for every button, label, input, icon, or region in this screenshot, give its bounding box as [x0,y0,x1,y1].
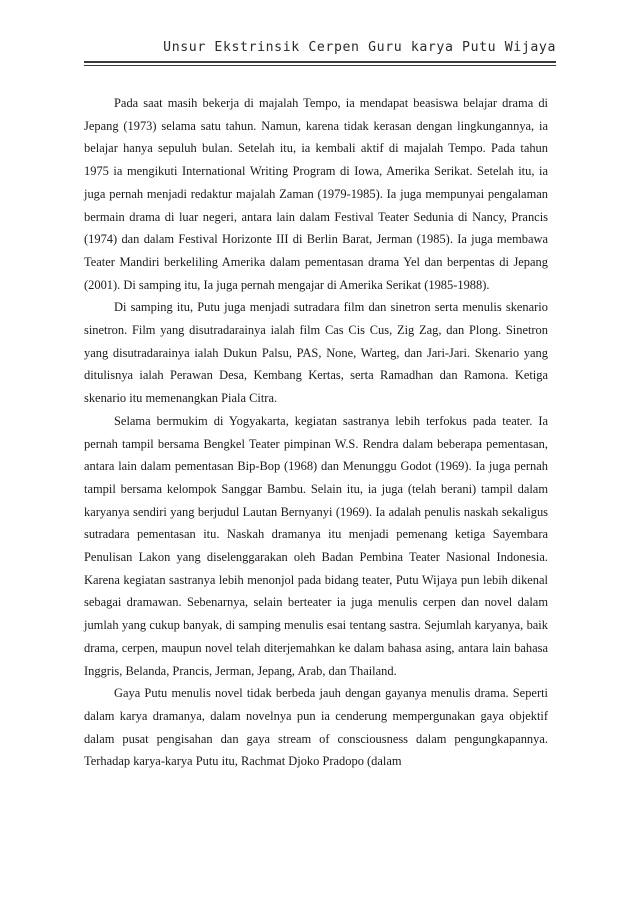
header-rule-thin [84,65,556,66]
header-rule-thick [84,61,556,63]
paragraph-film-sinetron: Di samping itu, Putu juga menjadi sutradara film dan sinetron serta menulis skenario sinetron. Film yang disutradarainya ialah film Cas Cis Cus, Zig Zag, dan Plong. Sinetron yang disutradarainya ialah Dukun Palsu, PAS, None, Warteg, dan Jari-Jari. Skenario yang ditulisnya ialah Perawan Desa, Kembang Kertas, serta Ramadhan dan Ramona. Ketiga skenario itu memenangkan Piala Citra. [84,300,548,406]
paragraph-tempo-career: Pada saat masih bekerja di majalah Tempo, ia mendapat beasiswa belajar drama di Jepang (1973) selama satu tahun. Namun, karena tidak kerasan dengan lingkungannya, ia belajar hanya sepuluh bulan. Setelah itu, ia kembali aktif di majalah Tempo. Pada tahun 1975 ia mengikuti International Writing Program di Iowa, Amerika Serikat. Setelah itu, ia juga pernah menjadi redaktur majalah Zaman (1979-1985). Ia juga mempunyai pengalaman bermain drama di luar negeri, antara lain dalam Festival Teater Sedunia di Nancy, Prancis (1974) dan dalam Festival Horizonte III di Berlin Barat, Jerman (1985). Ia juga membawa Teater Mandiri berkeliling Amerika dalam pementasan drama Yel dan berpentas di Jepang (2001). Di samping itu, Ia juga pernah mengajar di Amerika Serikat (1985-1988). [84,96,548,292]
paragraph-yogyakarta-theater: Selama bermukim di Yogyakarta, kegiatan sastranya lebih terfokus pada teater. Ia pernah tampil bersama Bengkel Teater pimpinan W.S. Rendra dalam beberapa pementasan, antara lain dalam pementasan Bip-Bop (1968) dan Menunggu Godot (1969). Ia juga pernah tampil bersama kelompok Sanggar Bambu. Selain itu, ia juga (telah berani) tampil dalam karyanya sendiri yang berjudul Lautan Bernyanyi (1969). Ia adalah penulis naskah sekaligus sutradara pementasan itu. Naskah dramanya itu menjadi pemenang ketiga Sayembara Penulisan Lakon yang diselenggarakan oleh Badan Pembina Teater Nasional Indonesia. Karena kegiatan sastranya lebih menonjol pada bidang teater, Putu Wijaya pun lebih dikenal sebagai dramawan. Sebenarnya, selain berteater ia juga menulis cerpen dan novel dalam jumlah yang cukup banyak, di samping menulis esai tentang sastra. Sejumlah karyanya, baik drama, cerpen, maupun novel telah diterjemahkan ke dalam bahasa asing, antara lain bahasa Inggris, Belanda, Prancis, Jerman, Jepang, Arab, dan Thailand. [84,413,548,678]
paragraph-writing-style: Gaya Putu menulis novel tidak berbeda jauh dengan gayanya menulis drama. Seperti dalam karya dramanya, dalam novelnya pun ia cenderung mempergunakan gaya objektif dalam pusat pengisahan dan gaya stream of consciousness dalam pengungkapannya. Terhadap karya-karya Putu itu, Rachmat Djoko Pradopo (dalam [84,686,548,769]
body-text [84,92,548,773]
running-header: Unsur Ekstrinsik Cerpen Guru karya Putu Wijaya [163,40,556,55]
